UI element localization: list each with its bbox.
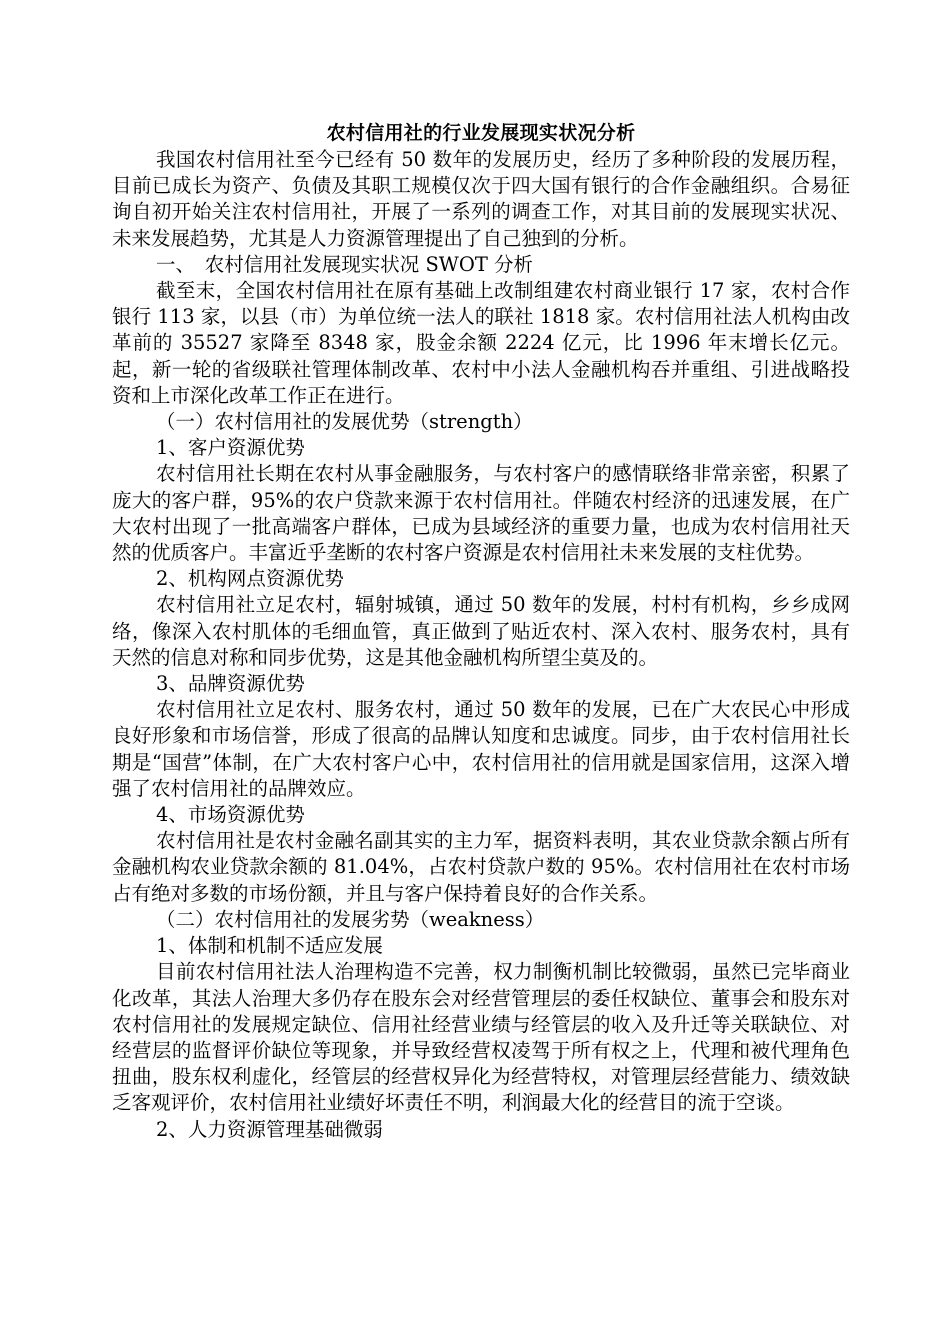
status-paragraph: 截至末，全国农村信用社在原有基础上改制组建农村商业银行 17 家，农村合作银行 113 家，以县（市）为单位统一法人的联社 1818 家。农村信用社法人机构由改革前的 35527 家降至 8348 家，股金余额 2224 亿元，比 1996 年末增长亿元。起，新一轮的省级联社管理体制改革、农村中小法人金融机构吞并重组、引进战略投资和上市深化改革工作正在进行。 xyxy=(112,279,850,407)
intro-paragraph: 我国农村信用社至今已经有 50 数年的发展历史，经历了多种阶段的发展历程，目前已成长为资产、负债及其职工规模仅次于四大国有银行的合作金融组织。合易征询自初开始关注农村信用社，开展了一系列的调查工作，对其目前的发展现实状况、未来发展趋势，尤其是人力资源管理提出了自己独到的分析。 xyxy=(112,148,850,250)
item-heading-hr: 2、人力资源管理基础微弱 xyxy=(156,1117,383,1141)
subsection-heading-strength: （一）农村信用社的发展优势（strength） xyxy=(156,410,533,434)
brand-paragraph: 农村信用社立足农村、服务农村，通过 50 数年的发展，已在广大农民心中形成良好形象和市场信誉，形成了很高的品牌认知度和忠诚度。同步，由于农村信用社长期是“国营”体制，在广大农村客户心中，农村信用社的信用就是国家信用，这深入增强了农村信用社的品牌效应。 xyxy=(112,698,850,800)
item-heading-customer-resources: 1、客户资源优势 xyxy=(156,436,305,460)
customer-resources-paragraph: 农村信用社长期在农村从事金融服务，与农村客户的感情联络非常亲密，积累了庞大的客户群，95%的农户贷款来源于农村信用社。伴随农村经济的迅速发展，在广大农村出现了一批高端客户群体，已成为县域经济的重要力量，也成为农村信用社天然的优质客户。丰富近乎垄断的农村客户资源是农村信用社未来发展的支柱优势。 xyxy=(112,462,850,565)
document-page xyxy=(112,120,850,1143)
document-title: 农村信用社的行业发展现实状况分析 xyxy=(326,122,636,144)
item-heading-branch-network: 2、机构网点资源优势 xyxy=(156,567,344,591)
item-heading-brand: 3、品牌资源优势 xyxy=(156,672,305,696)
section-heading-swot: 一、 农村信用社发展现实状况 SWOT 分析 xyxy=(156,252,534,276)
subsection-heading-weakness: （二）农村信用社的发展劣势（weakness） xyxy=(156,907,545,931)
branch-network-paragraph: 农村信用社立足农村，辐射城镇，通过 50 数年的发展，村村有机构，乡乡成网络，像深入农村肌体的毛细血管，真正做到了贴近农村、深入农村、服务农村，具有天然的信息对称和同步优势，这是其他金融机构所望尘莫及的。 xyxy=(112,593,850,669)
governance-paragraph: 目前农村信用社法人治理构造不完善，权力制衡机制比较微弱，虽然已完毕商业化改革，其法人治理大多仍存在股东会对经营管理层的委任权缺位、董事会和股东对农村信用社的发展规定缺位、信用社经营业绩与经管层的收入及升迁等关联缺位、对经营层的监督评价缺位等现象，并导致经营权凌驾于所有权之上，代理和被代理角色扭曲，股东权利虚化，经管层的经营权异化为经营特权，对管理层经营能力、绩效缺乏客观评价，农村信用社业绩好坏责任不明，利润最大化的经营目的流于空谈。 xyxy=(112,960,850,1115)
item-heading-governance: 1、体制和机制不适应发展 xyxy=(156,934,383,958)
market-paragraph: 农村信用社是农村金融名副其实的主力军，据资料表明，其农业贷款余额占所有金融机构农业贷款余额的 81.04%，占农村贷款户数的 95%。农村信用社在农村市场占有绝对多数的市场份额，并且与客户保持着良好的合作关系。 xyxy=(112,829,850,905)
item-heading-market: 4、市场资源优势 xyxy=(156,803,305,827)
